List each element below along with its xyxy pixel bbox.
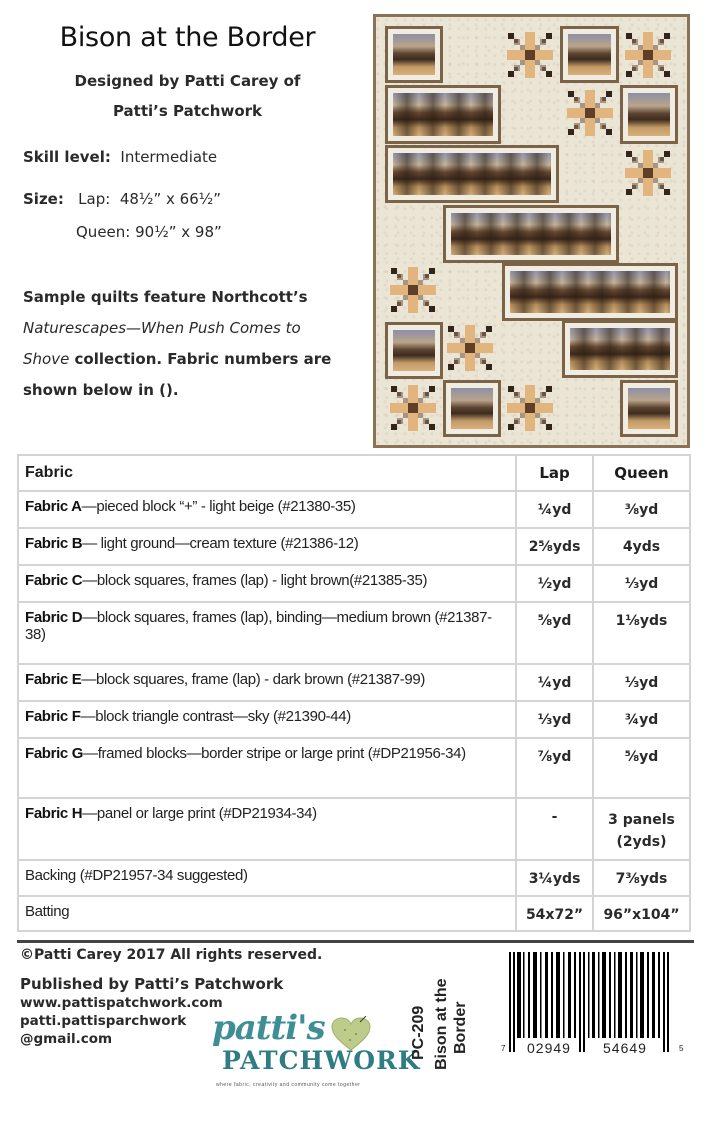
barcode-bars-icon	[503, 952, 688, 1052]
fabric-cell: Fabric C—block squares, frames (lap) - light brown(#21385-35)	[18, 565, 516, 602]
queen-cell: ⅓yd	[593, 664, 690, 701]
queen-cell: ⅜yd	[593, 491, 690, 528]
fabric-cell: Fabric D—block squares, frames (lap), binding—medium brown (#21387-38)	[18, 602, 516, 664]
logo-tagline: where fabric, creativity and community come together	[216, 1082, 361, 1088]
table-header-row	[18, 455, 690, 491]
pattern-name-line-2: Border	[452, 1001, 469, 1054]
logo-block-text: PATCHWORK	[222, 1046, 421, 1075]
skill-value: Intermediate	[120, 148, 218, 166]
size-lap	[23, 190, 221, 208]
contact-info	[20, 994, 223, 1048]
upc-barcode	[503, 952, 688, 1070]
queen-cell: ¾yd	[593, 701, 690, 738]
lap-cell: ¼yd	[516, 491, 593, 528]
fabric-cell: Fabric B— light ground—cream texture (#21386-12)	[18, 528, 516, 565]
queen-cell: ⅓yd	[593, 565, 690, 602]
lap-cell: ⅓yd	[516, 701, 593, 738]
size-queen	[76, 223, 222, 241]
collection-name-2: Shove	[23, 350, 70, 368]
table-row	[18, 528, 690, 565]
bison-photo-block-wide	[443, 205, 619, 263]
lap-cell: 2⅝yds	[516, 528, 593, 565]
lap-cell: 54x72”	[516, 896, 593, 931]
bison-photo-block	[620, 85, 678, 144]
table-row	[18, 664, 690, 701]
queen-label: Queen:	[76, 223, 131, 241]
star-block-icon	[445, 323, 495, 373]
star-block-icon	[623, 148, 673, 198]
footer-divider	[17, 940, 694, 943]
barcode-check-digit: 5	[679, 1044, 684, 1053]
bison-photo-block-wide	[385, 85, 501, 144]
table-row	[18, 860, 690, 896]
barcode-lead-digit: 7	[501, 1044, 506, 1053]
pattern-name-vertical	[432, 978, 470, 1070]
fabric-cell: Backing (#DP21957-34 suggested)	[18, 860, 516, 896]
barcode-left-digits: 02949	[527, 1040, 571, 1056]
table-row	[18, 798, 690, 860]
collection-description	[23, 282, 358, 406]
quilt-preview-image	[373, 14, 690, 448]
size-label: Size:	[23, 190, 64, 208]
collection-name-1: Naturescapes—When Push Comes to	[23, 319, 301, 337]
queen-cell: 7⅜yds	[593, 860, 690, 896]
bison-photo-block	[560, 26, 619, 83]
skill-label: Skill level:	[23, 148, 111, 166]
table-row	[18, 896, 690, 931]
table-row	[18, 565, 690, 602]
bison-photo-block-wide	[385, 145, 559, 203]
email-line-1: patti.pattisparchwork	[20, 1013, 187, 1029]
email-line-2: @gmail.com	[20, 1031, 113, 1047]
skill-level	[23, 148, 217, 166]
fabric-cell: Fabric A—pieced block “+” - light beige (#21380-35)	[18, 491, 516, 528]
queen-cell: 1⅛yds	[593, 602, 690, 664]
table-row	[18, 738, 690, 798]
queen-cell: ⅝yd	[593, 738, 690, 798]
fabric-cell: Fabric H—panel or large print (#DP21934-34)	[18, 798, 516, 860]
star-block-icon	[565, 88, 615, 138]
fabric-requirements-table	[17, 454, 691, 932]
publisher: Published by Patti’s Patchwork	[20, 975, 284, 993]
table-row	[18, 701, 690, 738]
bison-photo-block	[385, 322, 443, 379]
lap-cell: 3¼yds	[516, 860, 593, 896]
website-link[interactable]: www.pattispatchwork.com	[20, 995, 223, 1011]
star-block-icon	[388, 383, 438, 433]
email-link[interactable]	[20, 1012, 223, 1048]
pattern-code: PC-209	[410, 1005, 427, 1060]
queen-cell: 96”x104”	[593, 896, 690, 931]
lap-cell: ⅞yd	[516, 738, 593, 798]
fabric-cell: Fabric F—block triangle contrast—sky (#21390-44)	[18, 701, 516, 738]
queen-cell: 4yds	[593, 528, 690, 565]
description-text-1: Sample quilts feature Northcott’s	[23, 288, 308, 306]
bison-photo-block	[620, 380, 678, 437]
header-fabric: Fabric	[18, 455, 516, 491]
designer-line-1: Designed by Patti Carey of	[74, 72, 301, 90]
bison-photo-block-wide	[502, 263, 678, 321]
lap-label: Lap:	[78, 190, 111, 208]
header-lap: Lap	[516, 455, 593, 491]
logo-script-text: patti's	[212, 1008, 325, 1048]
star-block-icon	[388, 265, 438, 315]
fabric-cell: Batting	[18, 896, 516, 931]
designer-line-2: Patti’s Patchwork	[112, 102, 263, 120]
header-queen: Queen	[593, 455, 690, 491]
bison-photo-block	[443, 380, 501, 437]
lap-cell: -	[516, 798, 593, 860]
fabric-cell: Fabric G—framed blocks—border stripe or large print (#DP21956-34)	[18, 738, 516, 798]
fabric-cell: Fabric E—block squares, frame (lap) - dark brown (#21387-99)	[18, 664, 516, 701]
pattern-title: Bison at the Border	[59, 22, 316, 53]
lap-cell: ⅝yd	[516, 602, 593, 664]
star-block-icon	[505, 383, 555, 433]
copyright-notice: ©Patti Carey 2017 All rights reserved.	[20, 947, 323, 963]
lap-cell: ¼yd	[516, 664, 593, 701]
description-text-2: collection. Fabric numbers are shown below in ().	[23, 350, 332, 399]
queen-cell: 3 panels (2yds)	[593, 798, 690, 860]
table-row	[18, 491, 690, 528]
pattern-name-line-1: Bison at the	[433, 978, 450, 1070]
lap-cell: ½yd	[516, 565, 593, 602]
bison-photo-block	[385, 26, 443, 83]
queen-size-value: 90½” x 98”	[135, 223, 222, 241]
star-block-icon	[505, 30, 555, 80]
star-block-icon	[623, 30, 673, 80]
barcode-right-digits: 54649	[603, 1040, 647, 1056]
lap-size-value: 48½” x 66½”	[119, 190, 222, 208]
table-row	[18, 602, 690, 664]
bison-photo-block-wide	[562, 320, 678, 378]
